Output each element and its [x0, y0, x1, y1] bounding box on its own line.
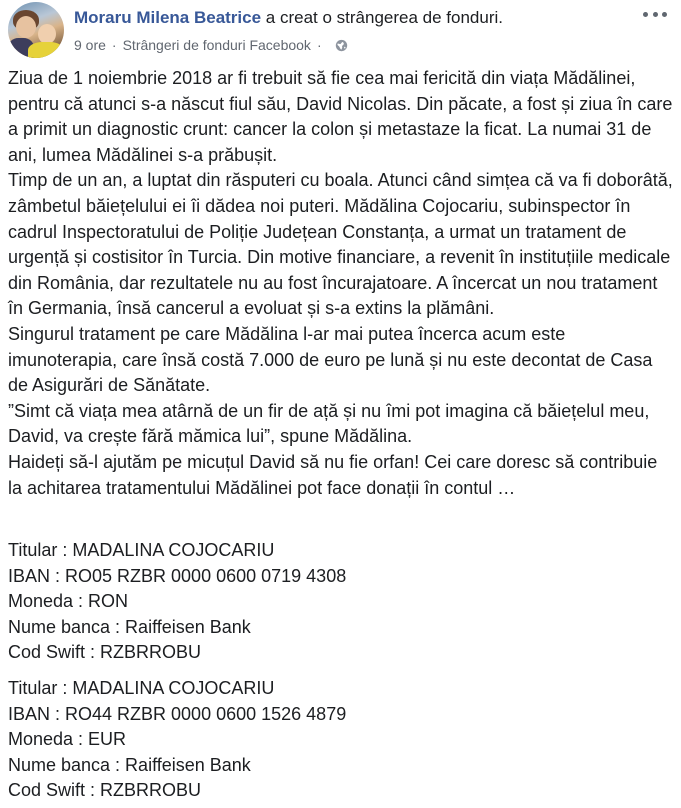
account-bank-name: Nume banca : Raiffeisen Bank	[8, 754, 251, 775]
body-paragraph-3: Singurul tratament pe care Mădălina l-ar mai putea încerca acum este imunoterapia, care însă costă 7.000 de euro pe lună și nu este decontat de Casa de Asigurări de Sănătate.	[8, 323, 653, 396]
account-iban: IBAN : RO05 RZBR 0000 0600 0719 4308	[8, 565, 347, 586]
account-iban: IBAN : RO44 RZBR 0000 0600 1526 4879	[8, 703, 347, 724]
globe-icon[interactable]	[335, 39, 348, 52]
account-bank-name: Nume banca : Raiffeisen Bank	[8, 616, 251, 637]
account-swift: Cod Swift : RZBRROBU	[8, 780, 202, 801]
meta-separator: ·	[111, 37, 117, 53]
author-name-link[interactable]: Moraru Milena Beatrice	[74, 8, 262, 27]
account-currency: Moneda : EUR	[8, 729, 127, 750]
account-swift: Cod Swift : RZBRROBU	[8, 642, 202, 663]
see-more-link[interactable]: …	[492, 477, 516, 498]
meta-separator-2: ·	[316, 37, 322, 53]
body-paragraph-2: Timp de un an, a luptat din răsputeri cu boala. Atunci când simțea că va fi doborâtă, zâmbetul băiețelului ei îi dădea noi puteri. Mădălina Cojocariu, subinspector în cadrul Inspectoratului de Poliție Județean Constanța, a urmat un tratament de urgență și costisitor în Turcia. Din motive financiare, a revenit în instituțiile medicale din România, dar rezultatele nu au fost încurajatoare. A încercat un nou tratament în Germania, însă cancerul a evoluat și s-a extins la plămâni.	[8, 170, 673, 319]
post-meta	[74, 36, 348, 54]
account-holder: Titular : MADALINA COJOCARIU	[8, 540, 275, 560]
post-timestamp-link[interactable]: 9 ore	[74, 37, 106, 53]
post-body	[8, 66, 673, 501]
avatar[interactable]	[8, 2, 64, 58]
account-holder: Titular : MADALINA COJOCARIU	[8, 678, 275, 698]
bank-account-ron	[8, 538, 346, 666]
body-paragraph-5	[8, 450, 673, 501]
body-paragraph-4: ”Simt că viața mea atârnă de un fir de ață și nu îmi pot imagina că băiețelul meu, David, va crește fără mămica lui”, spune Mădălina.	[8, 400, 650, 447]
bank-account-eur	[8, 676, 346, 804]
post-source-link[interactable]: Strângeri de fonduri Facebook	[122, 37, 311, 53]
post-header	[8, 2, 673, 60]
body-paragraph-1: Ziua de 1 noiembrie 2018 ar fi trebuit să fie cea mai fericită din viața Mădălinei, pentru că atunci s-a născut fiul său, David Nicolas. Din păcate, a fost și ziua în care a primit un diagnostic crunt: cancer la colon și metastaze la ficat. La numai 31 de ani, lumea Mădălinei s-a prăbușit.	[8, 68, 673, 165]
post-title-line	[74, 8, 503, 28]
more-options-icon[interactable]	[643, 6, 667, 22]
post-action-text: a creat o strângerea de fonduri.	[261, 8, 503, 27]
body-paragraph-5-text: Haideți să-l ajutăm pe micuțul David să nu fie orfan! Cei care doresc să contribuie la achitarea tratamentului Mădălinei pot face donații în contul	[8, 451, 658, 498]
account-currency: Moneda : RON	[8, 591, 129, 612]
